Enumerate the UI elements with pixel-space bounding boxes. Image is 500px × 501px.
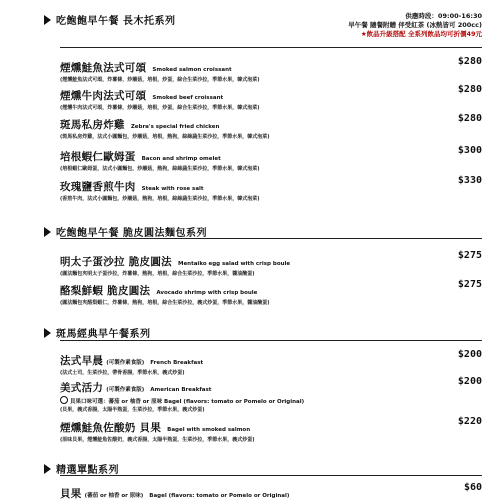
menu-item: [60, 56, 482, 83]
item-english: Bacon and shrimp omelet: [141, 156, 221, 162]
item-note: (培根蝦仁歐姆蛋，法式小圓麵包，炒蘑菇，熱狗，綜綠蔬生菜沙拉，季節水果，韓式泡菜): [60, 166, 260, 172]
item-tag: (可製作素食版): [106, 360, 145, 366]
item-name: 培根蝦仁歐姆蛋: [60, 151, 136, 163]
item-english: Mentaiko egg salad with crisp boule: [177, 261, 291, 267]
item-name: 酪梨鮮蝦 脆皮圓法: [60, 285, 151, 297]
menu-item: [60, 145, 482, 172]
item-note: (圓法麵包夾明太子蛋沙拉，炸薯條，熱狗，培根，綜合生菜沙拉，季節水果，醬油醃蛋): [60, 271, 255, 277]
item-price: $280: [457, 113, 482, 124]
item-tag: (蕃茄 or 柚香 or 原味): [84, 493, 144, 499]
menu-item: [60, 84, 482, 111]
menu-item: [60, 376, 482, 413]
item-price: $60: [463, 482, 482, 493]
item-tag: (可製作素食版): [106, 387, 145, 393]
item-english: Avocado shrimp with crisp boule: [156, 290, 258, 296]
item-price: $300: [457, 145, 482, 156]
item-price: $220: [457, 416, 482, 427]
item-price: $280: [457, 84, 482, 95]
circle-bullet-icon: [60, 396, 68, 404]
item-name: 美式活力: [60, 382, 104, 394]
hours-line-1: 供應時段：09:00-16:30: [405, 12, 482, 20]
bagel-flavor-note: 貝果口味可選：蕃茄 or 柚香 or 原味 Bagel (flavors: tomato or Pomelo or Original): [60, 396, 482, 405]
item-english: Bagel with smoked salmon: [167, 427, 251, 433]
section-1-rule: [60, 47, 482, 48]
item-note: (貝果，義式香腸，太陽半熟蛋，生菜沙拉，季節水果，義式炒蛋): [60, 407, 205, 413]
menu-item: [60, 113, 482, 140]
section-2-rule: [60, 238, 482, 239]
item-name: 明太子蛋沙拉 脆皮圓法: [60, 256, 172, 268]
item-note: (原味貝果，煙燻鮭魚佐酸奶，義式香腸，太陽半熟蛋，生菜沙拉，季節水果，義式炒蛋): [60, 437, 255, 443]
item-price: $200: [457, 376, 482, 387]
item-note: (法式土司，生菜沙拉，帶骨香腸，季節水果，義式炒蛋): [60, 370, 185, 376]
section-4-rule: [60, 475, 482, 476]
item-note: (斑馬私房炸雞，法式小圓麵包，炒蘑菇，培根，熱狗，綜綠蔬生菜沙拉，季節水果，韓式泡菜): [60, 134, 270, 140]
item-price: $280: [457, 56, 482, 67]
triangle-bullet-icon: [44, 15, 51, 25]
item-name: 玫瑰鹽香煎牛肉: [60, 181, 136, 193]
item-note: (煙燻牛肉法式可頌，炸薯條，炒蘑菇，培根，炒蛋，綜合生菜沙拉，季節水果，韓式泡菜): [60, 105, 260, 111]
menu-item: [60, 482, 482, 501]
triangle-bullet-icon: [44, 464, 51, 474]
section-title-3: 斑馬經典早午餐系列: [44, 325, 151, 340]
item-price: $275: [457, 250, 482, 261]
menu-item: [60, 250, 482, 277]
item-english: Steak with rose salt: [141, 186, 204, 192]
item-note: (香煎牛肉，法式小圓麵包，炒蘑菇，熱狗，培根，綜綠蔬生菜沙拉，季節水果，韓式泡菜): [60, 196, 260, 202]
item-note: (煙燻鮭魚法式可頌，炸薯條，炒蘑菇，培根，炒蛋，綜合生菜沙拉，季節水果，韓式泡菜): [60, 77, 260, 83]
item-name: 煙燻鮭魚法式可頌: [60, 62, 147, 74]
item-name: 貝果: [60, 488, 82, 500]
item-english: Bagel (flavors: tomato or Pomelo or Original): [149, 493, 290, 499]
menu-item: [60, 349, 482, 376]
service-hours: [348, 12, 482, 39]
section-title-4: 精選單點系列: [44, 461, 119, 476]
item-name: 斑馬私房炸雞: [60, 119, 125, 131]
menu-item: [60, 279, 482, 306]
item-english: American Breakfast: [150, 387, 212, 393]
section-title-1: 吃飽飽早午餐 長木托系列: [44, 12, 175, 27]
item-name: 法式早晨: [60, 355, 104, 367]
hours-line-3: ★飲品升級搭配 全系列飲品均可折價49元: [360, 30, 482, 38]
menu-item: [60, 416, 482, 443]
menu-item: [60, 175, 482, 202]
item-english: Smoked beef croissant: [152, 95, 224, 101]
section-title-2: 吃飽飽早午餐 脆皮圓法麵包系列: [44, 224, 207, 239]
item-price: $330: [457, 175, 482, 186]
item-english: French Breakfast: [150, 360, 204, 366]
item-english: Smoked salmon croissant: [152, 67, 232, 73]
item-english: Zebra's special fried chicken: [130, 124, 220, 130]
item-price: $200: [457, 349, 482, 360]
item-name: 煙燻鮭魚佐酸奶 貝果: [60, 422, 162, 434]
section-3-rule: [60, 340, 482, 341]
item-note: (圓法麵包夾酪梨蝦仁，炸薯條，熱狗，培根，綜合生菜沙拉，義式炒蛋，季節水果，醬油醃蛋): [60, 300, 270, 306]
triangle-bullet-icon: [44, 328, 51, 338]
triangle-bullet-icon: [44, 227, 51, 237]
hours-line-2: 早午餐 隨餐附贈 伴受紅茶 (冰熱皆可 200cc): [348, 21, 482, 29]
item-name: 煙燻牛肉法式可頌: [60, 90, 147, 102]
item-price: $275: [457, 279, 482, 290]
